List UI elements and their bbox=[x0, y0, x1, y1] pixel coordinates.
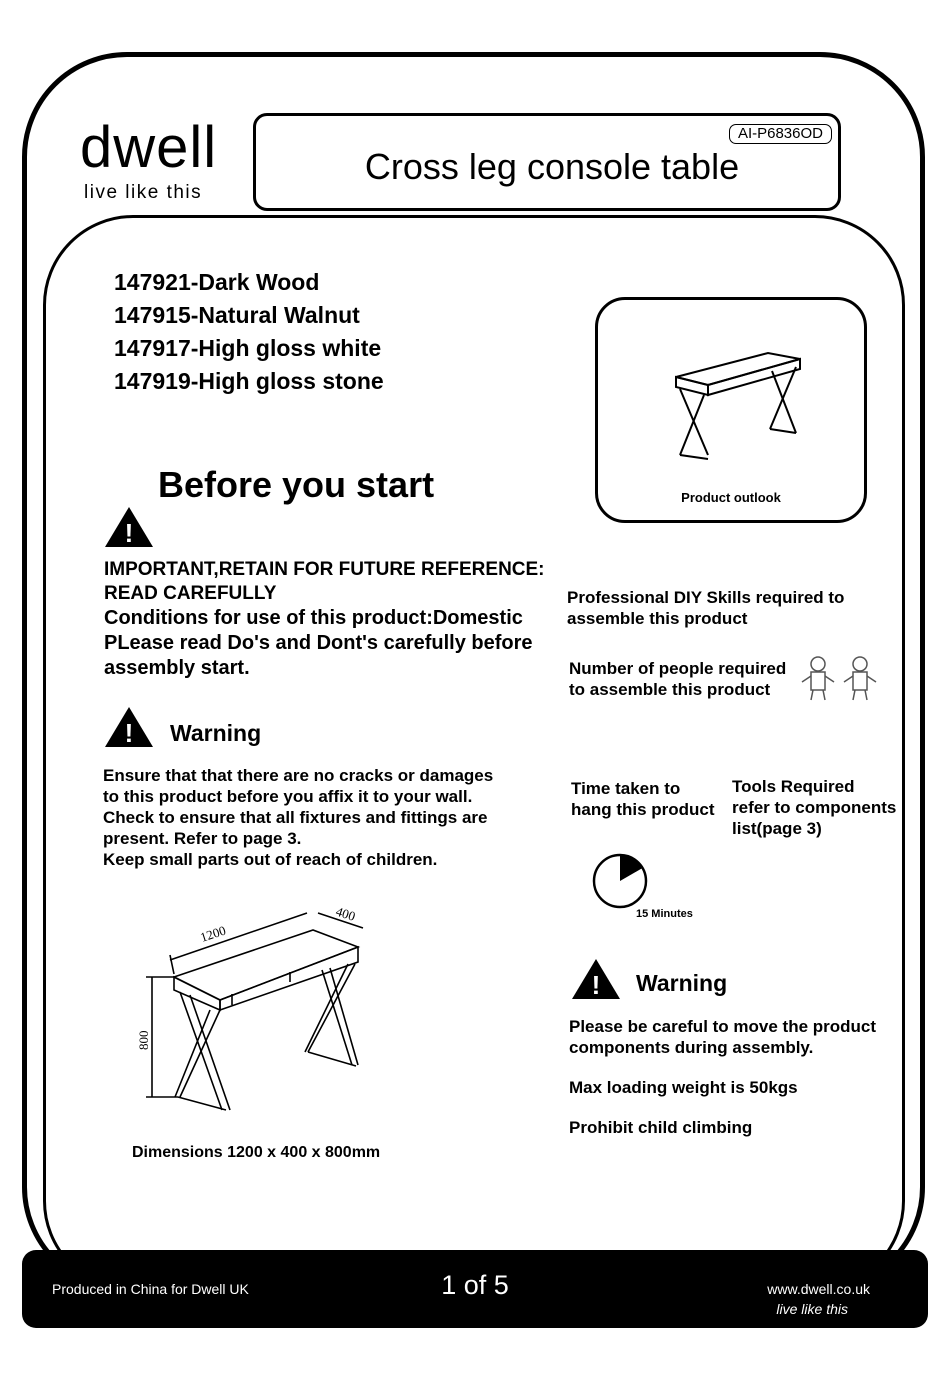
time-value: 15 Minutes bbox=[636, 908, 693, 920]
warning-title: Warning bbox=[170, 720, 262, 746]
warning-line: Please be careful to move the product bbox=[569, 1017, 877, 1036]
outlook-caption: Product outlook bbox=[681, 490, 781, 505]
title-box bbox=[253, 113, 841, 211]
warning-line: Ensure that that there are no cracks or damages bbox=[103, 766, 494, 785]
warning-line: Check to ensure that all fixtures and fittings are bbox=[103, 808, 488, 827]
variant: 147917-High gloss white bbox=[114, 335, 382, 361]
warning-line: Prohibit child climbing bbox=[569, 1118, 753, 1137]
variant-list bbox=[114, 266, 384, 398]
time-line: Time taken to bbox=[571, 779, 681, 798]
footer-bar bbox=[22, 1250, 928, 1328]
tools-line: list(page 3) bbox=[732, 819, 822, 838]
tools-note bbox=[732, 776, 896, 839]
warning-line: present. Refer to page 3. bbox=[103, 829, 302, 848]
dimension-height: 800 bbox=[136, 1030, 151, 1050]
footer-origin: Produced in China for Dwell UK bbox=[52, 1281, 249, 1297]
important-line: IMPORTANT,RETAIN FOR FUTURE REFERENCE: bbox=[104, 559, 545, 580]
warning-icon bbox=[570, 957, 622, 1001]
two-people-icon bbox=[798, 652, 882, 704]
warning-icon bbox=[103, 705, 155, 749]
important-line: READ CAREFULLY bbox=[104, 583, 277, 604]
footer-tagline: live like this bbox=[776, 1301, 848, 1317]
people-note bbox=[569, 658, 786, 700]
warning-title: Warning bbox=[636, 970, 728, 996]
conditions-line: PLease read Do's and Dont's carefully before bbox=[104, 632, 533, 654]
important-notice bbox=[104, 558, 545, 681]
tools-line: refer to components bbox=[732, 798, 897, 817]
page-number: 1 of 5 bbox=[441, 1270, 509, 1300]
time-note bbox=[571, 778, 715, 820]
svg-text:!: ! bbox=[124, 718, 134, 748]
conditions-line: Conditions for use of this product:Domestic bbox=[104, 607, 523, 629]
before-heading: Before you start bbox=[158, 464, 435, 505]
people-line: Number of people required bbox=[569, 659, 787, 678]
variant: 147919-High gloss stone bbox=[114, 368, 384, 394]
skills-line: assemble this product bbox=[567, 609, 748, 628]
brand-tagline: live like this bbox=[84, 182, 203, 203]
product-outlook-box bbox=[595, 297, 867, 523]
variant: 147915-Natural Walnut bbox=[114, 302, 360, 328]
footer-url: www.dwell.co.uk bbox=[767, 1281, 870, 1297]
dimension-width: 1200 bbox=[198, 922, 228, 945]
dimensions-caption: Dimensions 1200 x 400 x 800mm bbox=[132, 1144, 381, 1161]
time-line: hang this product bbox=[571, 800, 715, 819]
brand-logo: dwell bbox=[80, 115, 218, 180]
warning-line: Keep small parts out of reach of children. bbox=[103, 850, 438, 869]
table-illustration bbox=[668, 345, 808, 465]
warning-text bbox=[569, 1016, 876, 1138]
warning-icon bbox=[103, 505, 155, 549]
clock-icon bbox=[590, 851, 650, 911]
conditions-line: assembly start. bbox=[104, 657, 250, 679]
product-code: AI-P6836OD bbox=[729, 124, 832, 144]
warning-line: Max loading weight is 50kgs bbox=[569, 1078, 798, 1097]
warning-text bbox=[103, 765, 493, 870]
svg-text:!: ! bbox=[124, 518, 134, 548]
skills-note bbox=[567, 587, 844, 629]
people-line: to assemble this product bbox=[569, 680, 771, 699]
warning-line: to this product before you affix it to your wall. bbox=[103, 787, 473, 806]
dimension-drawing bbox=[130, 900, 380, 1130]
svg-text:!: ! bbox=[591, 970, 601, 1000]
skills-line: Professional DIY Skills required to bbox=[567, 588, 845, 607]
dimension-depth: 400 bbox=[334, 903, 358, 924]
page-title: Cross leg console table bbox=[364, 146, 740, 187]
warning-line: components during assembly. bbox=[569, 1038, 814, 1057]
variant: 147921-Dark Wood bbox=[114, 269, 320, 295]
tools-line: Tools Required bbox=[732, 777, 855, 796]
